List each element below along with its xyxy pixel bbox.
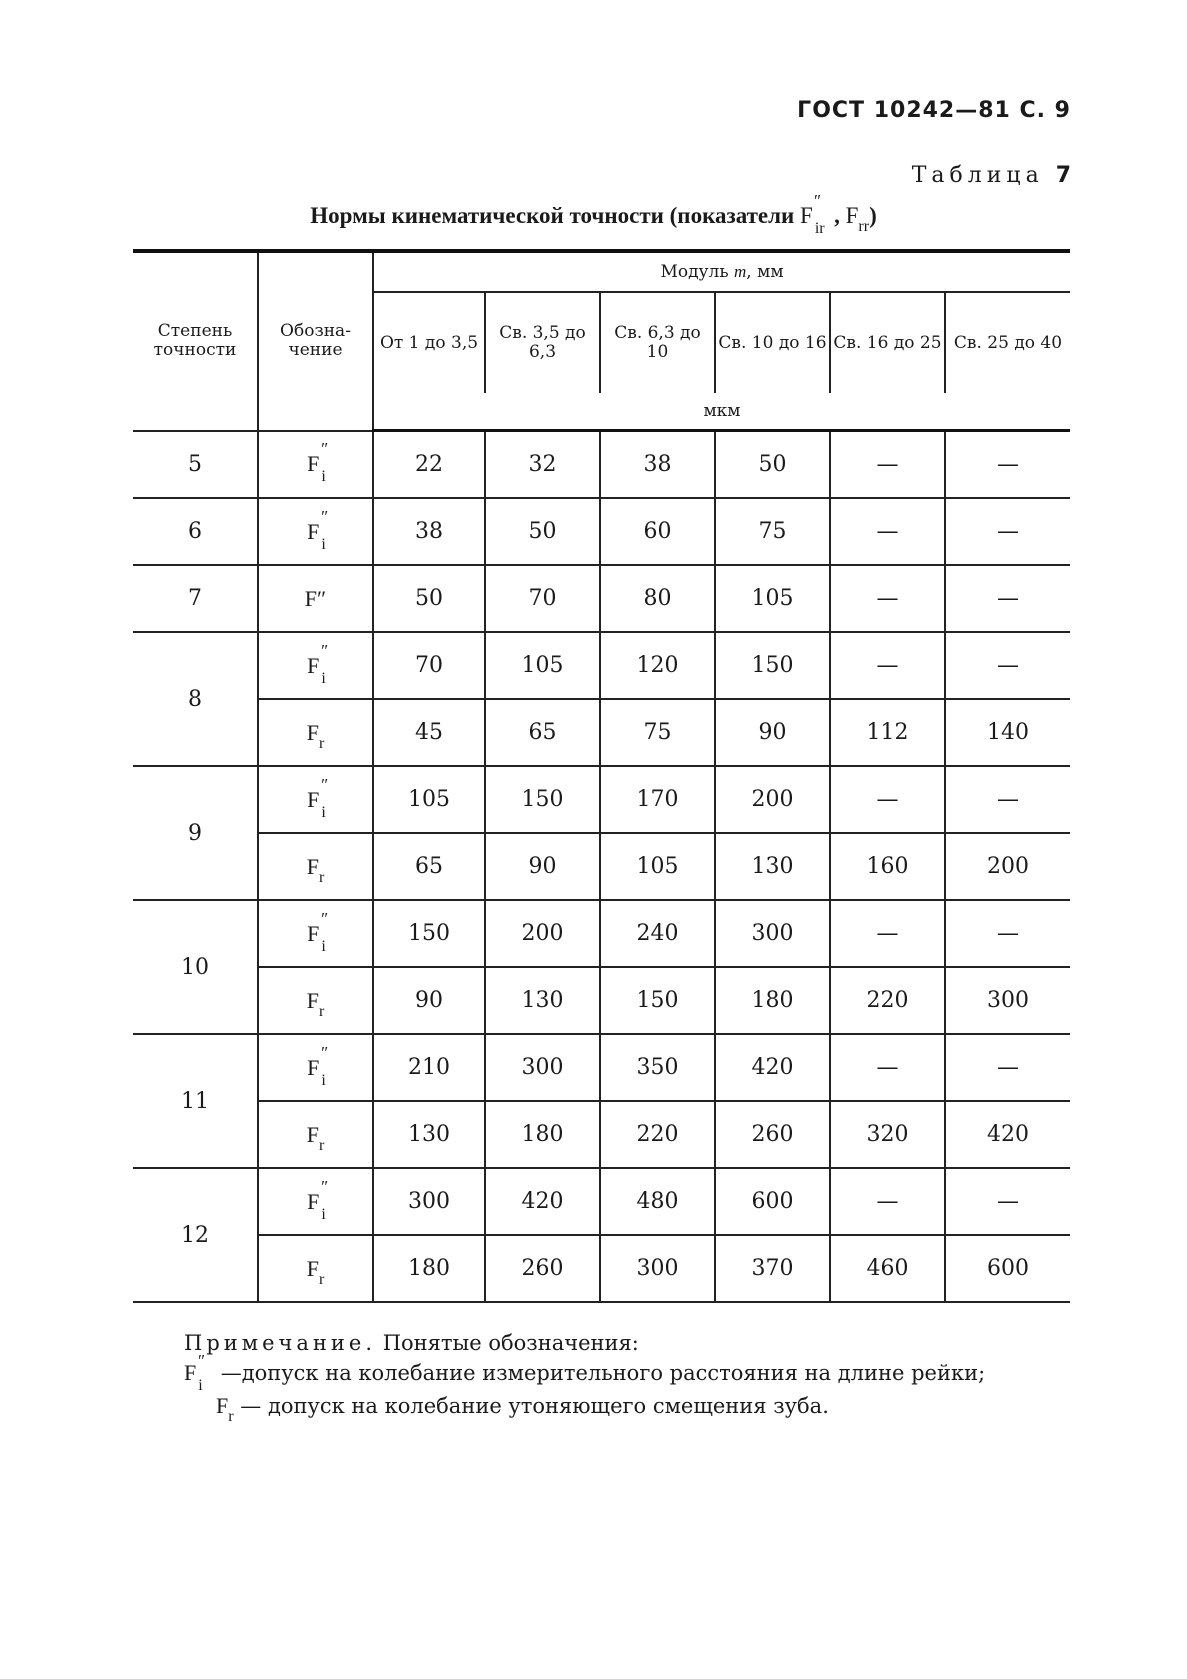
note-intro: Понятые обозначения: [382, 1331, 639, 1355]
value-cell: 75 [600, 699, 715, 766]
value-cell: 105 [485, 632, 600, 699]
degree-cell: 5 [133, 431, 258, 499]
value-cell: 300 [373, 1168, 485, 1235]
table-row [133, 1034, 1070, 1101]
symbol-cell: F ″ $_i$ [258, 431, 373, 499]
value-cell: 65 [485, 699, 600, 766]
value-cell: — [830, 1168, 945, 1235]
value-cell: 105 [600, 833, 715, 900]
degree-cell: 6 [133, 498, 258, 565]
value-cell: 75 [715, 498, 830, 565]
symbol-cell: $F_r$ [258, 1101, 373, 1168]
page-header: ГОСТ 10242—81 С. 9 [797, 98, 1071, 123]
units-label: мкм [373, 393, 1070, 431]
value-cell: — [830, 498, 945, 565]
note-line-fr [184, 1391, 985, 1424]
table-row [133, 1101, 1070, 1168]
value-cell: 160 [830, 833, 945, 900]
value-cell: 80 [600, 565, 715, 632]
module-col-header: От 1 до 3,5 [373, 292, 485, 393]
value-cell: 300 [945, 967, 1070, 1034]
symbol-cell: $F_r$ [258, 699, 373, 766]
value-cell: 22 [373, 431, 485, 499]
value-cell: 460 [830, 1235, 945, 1302]
value-cell: 130 [485, 967, 600, 1034]
value-cell: — [830, 431, 945, 499]
table-row [133, 699, 1070, 766]
value-cell: 600 [945, 1235, 1070, 1302]
value-cell: — [830, 900, 945, 967]
table-label-word: Таблица [911, 163, 1044, 188]
degree-cell: 12 [133, 1168, 258, 1302]
note-text-fi: —допуск на колебание измерительного расстояния на длине рейки; [220, 1361, 986, 1385]
degree-cell: 9 [133, 766, 258, 900]
table-label-number: 7 [1055, 163, 1071, 188]
value-cell: 320 [830, 1101, 945, 1168]
value-cell: 300 [600, 1235, 715, 1302]
symbol-cell: $F_r$ [258, 967, 373, 1034]
table-body [133, 431, 1070, 1303]
value-cell: 150 [715, 632, 830, 699]
value-cell: 420 [485, 1168, 600, 1235]
symbol-cell: F ″ $_i$ [258, 900, 373, 967]
value-cell: 130 [715, 833, 830, 900]
symbol-cell: $F_r$ [258, 833, 373, 900]
value-cell: 105 [715, 565, 830, 632]
value-cell: — [945, 1168, 1070, 1235]
value-cell: 50 [373, 565, 485, 632]
value-cell: 70 [485, 565, 600, 632]
table-header [133, 251, 1070, 431]
module-col-header: Св. 3,5 до 6,3 [485, 292, 600, 393]
value-cell: 120 [600, 632, 715, 699]
value-cell: 200 [715, 766, 830, 833]
module-col-header: Св. 10 до 16 [715, 292, 830, 393]
value-cell: 112 [830, 699, 945, 766]
degree-cell: 11 [133, 1034, 258, 1168]
note [184, 1328, 985, 1424]
value-cell: 200 [485, 900, 600, 967]
value-cell: 180 [715, 967, 830, 1034]
value-cell: 60 [600, 498, 715, 565]
table-row [133, 833, 1070, 900]
value-cell: 70 [373, 632, 485, 699]
symbol-cell: $F_r$ [258, 1235, 373, 1302]
value-cell: — [945, 632, 1070, 699]
value-cell: — [830, 766, 945, 833]
symbol-cell: F ″ $_i$ [258, 766, 373, 833]
table-row [133, 1235, 1070, 1302]
table-row [133, 766, 1070, 833]
degree-cell: 10 [133, 900, 258, 1034]
symbol-cell: F ″ $_i$ [258, 632, 373, 699]
value-cell: 45 [373, 699, 485, 766]
table-row [133, 431, 1070, 499]
note-symbol-fr: $F_r$ [216, 1393, 234, 1425]
table-title-text: Нормы кинематической точности (показатели [310, 203, 795, 228]
value-cell: 38 [373, 498, 485, 565]
value-cell: 480 [600, 1168, 715, 1235]
value-cell: 150 [600, 967, 715, 1034]
value-cell: 240 [600, 900, 715, 967]
value-cell: — [945, 498, 1070, 565]
symbol-cell: F ″ $_i$ [258, 1168, 373, 1235]
note-intro-line [184, 1328, 985, 1358]
value-cell: 50 [715, 431, 830, 499]
value-cell: 370 [715, 1235, 830, 1302]
value-cell: — [830, 632, 945, 699]
symbol-cell: F ″ $_i$ [258, 498, 373, 565]
module-col-header: Св. 6,3 до 10 [600, 292, 715, 393]
value-cell: 32 [485, 431, 600, 499]
degree-cell: 8 [133, 632, 258, 766]
value-cell: 65 [373, 833, 485, 900]
value-cell: — [945, 1034, 1070, 1101]
col-header-symbol: Обозна-чение [258, 251, 373, 431]
table-row [133, 565, 1070, 632]
note-symbol-fi: F ″ $_i$ [184, 1351, 206, 1394]
module-col-header: Св. 16 до 25 [830, 292, 945, 393]
value-cell: 420 [945, 1101, 1070, 1168]
value-cell: 90 [485, 833, 600, 900]
value-cell: 150 [373, 900, 485, 967]
value-cell: 140 [945, 699, 1070, 766]
value-cell: 90 [715, 699, 830, 766]
note-text-fr: — допуск на колебание утоняющего смещения зуба. [240, 1394, 829, 1418]
table-row [133, 967, 1070, 1034]
value-cell: 180 [485, 1101, 600, 1168]
table-row [133, 498, 1070, 565]
value-cell: 260 [715, 1101, 830, 1168]
value-cell: 200 [945, 833, 1070, 900]
table-row [133, 632, 1070, 699]
value-cell: 220 [830, 967, 945, 1034]
table-row [133, 900, 1070, 967]
value-cell: 300 [715, 900, 830, 967]
col-header-degree: Степень точности [133, 251, 258, 431]
value-cell: — [830, 1034, 945, 1101]
module-caption: Модуль m, мм [373, 251, 1070, 292]
value-cell: 420 [715, 1034, 830, 1101]
note-line-fi [184, 1351, 986, 1394]
value-cell: — [945, 900, 1070, 967]
title-symbol-frr: $F_{rr}$ [845, 203, 870, 235]
value-cell: 50 [485, 498, 600, 565]
title-symbol-fir: F ″ $_{ir}$ [800, 191, 825, 237]
table-label [912, 163, 1071, 188]
value-cell: 38 [600, 431, 715, 499]
note-title: Примечание. [184, 1331, 377, 1355]
value-cell: — [945, 766, 1070, 833]
value-cell: 180 [373, 1235, 485, 1302]
value-cell: 260 [485, 1235, 600, 1302]
table-row [133, 1168, 1070, 1235]
value-cell: 150 [485, 766, 600, 833]
module-col-header: Св. 25 до 40 [945, 292, 1070, 393]
value-cell: — [945, 565, 1070, 632]
symbol-cell: F″ [258, 565, 373, 632]
kinematic-accuracy-table [133, 249, 1070, 1303]
table-title: Нормы кинематической точности (показатели F ″ $_{ir}$ , $F_{rr}$) [310, 191, 877, 237]
value-cell: 130 [373, 1101, 485, 1168]
value-cell: 220 [600, 1101, 715, 1168]
value-cell: 105 [373, 766, 485, 833]
value-cell: 300 [485, 1034, 600, 1101]
value-cell: 170 [600, 766, 715, 833]
value-cell: 600 [715, 1168, 830, 1235]
value-cell: 90 [373, 967, 485, 1034]
degree-cell: 7 [133, 565, 258, 632]
value-cell: 210 [373, 1034, 485, 1101]
value-cell: — [945, 431, 1070, 499]
value-cell: 350 [600, 1034, 715, 1101]
symbol-cell: F ″ $_i$ [258, 1034, 373, 1101]
value-cell: — [830, 565, 945, 632]
